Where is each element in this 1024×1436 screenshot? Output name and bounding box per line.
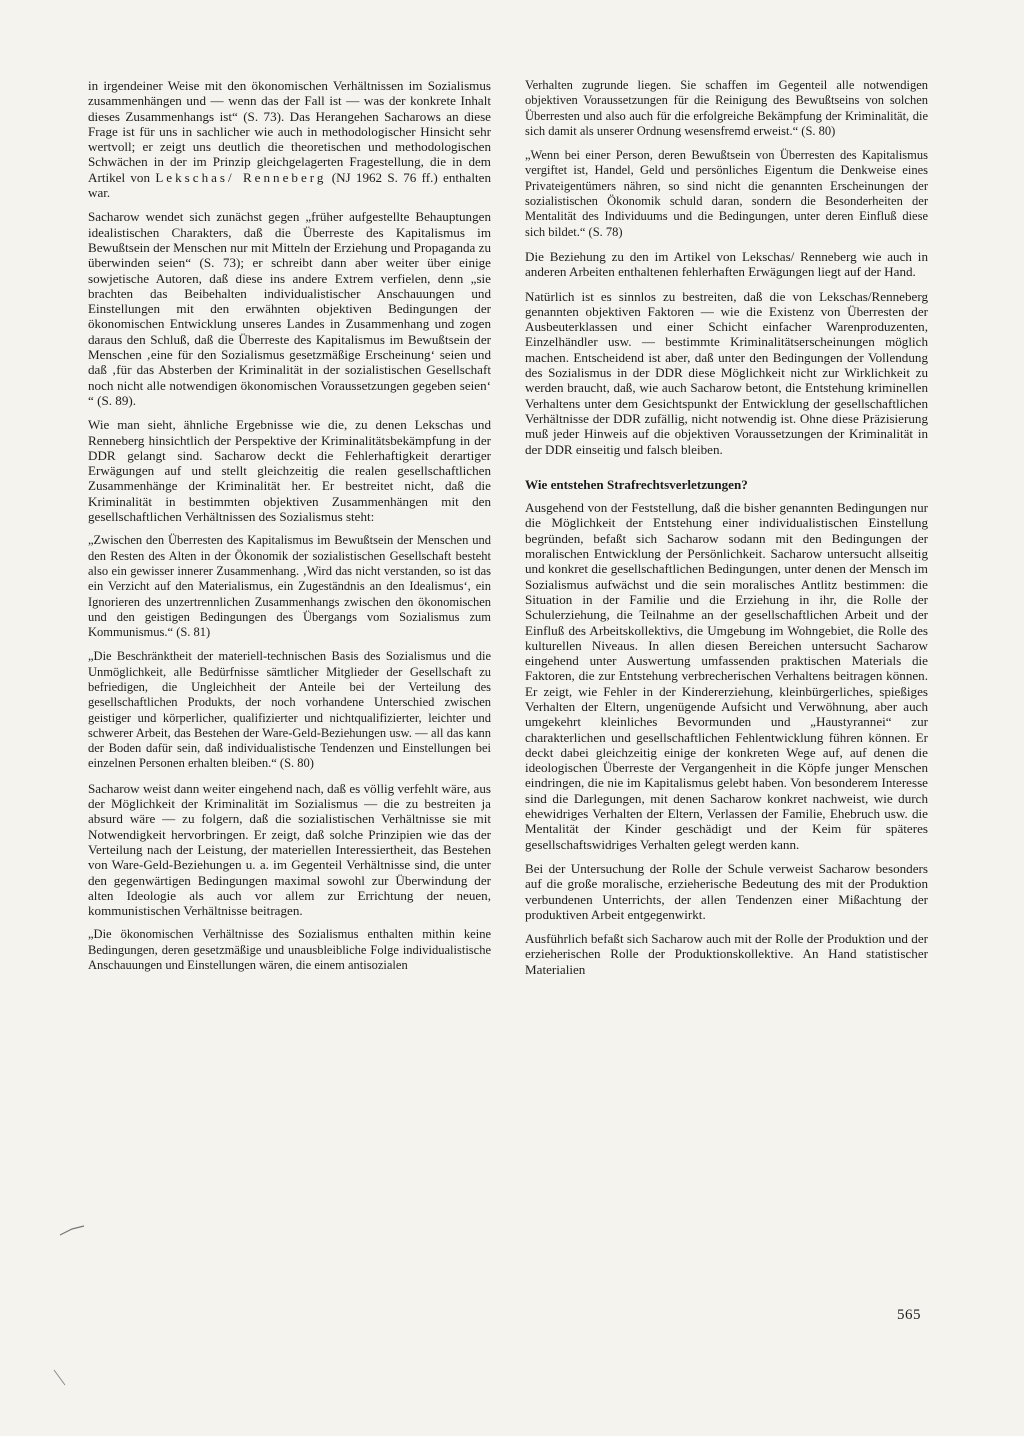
paragraph: Natürlich ist es sinnlos zu bestreiten, daß die von Lekschas/Renneberg genannten objektiven Faktoren — wie die Existenz von Überresten der Ausbeuterklassen und einer Schicht einfacher Warenproduzenten, Einzelhändler usw. — bestimmte Kriminalitätserscheinungen möglich machen. Entscheidend ist aber, daß unter den Bedingungen der Vollendung des Sozialismus in der DDR diese Möglichkeit nicht zur Wirklichkeit zu werden braucht, daß, wie auch Sacharow betont, die Entstehung kriminellen Verhaltens unter dem Gesichtspunkt der Entwicklung der gesellschaftlichen Verhältnisse der DDR zufällig, nicht notwendig ist. Ohne diese Präzisierung muß jeder Hinweis auf die objektiven Voraussetzungen der Kriminalität in der DDR einseitig und falsch bleiben. (525, 288, 928, 457)
paragraph (88, 78, 491, 200)
paragraph-text: in irgendeiner Weise mit den ökonomischen Verhältnissen im Sozialismus zusammenhängen und — wenn das der Fall ist — was der konkrete Inhalt dieses Zusammenhangs ist“ (S. 73). Das Herangehen Sacharows an diese Frage ist für uns in sachlicher wie auch in methodologischer Hinsicht sehr wertvoll; er zeigt uns deutlich die theoretischen und methodologischen Schwächen in der im Prinzip gleichgelagerten Fragestellung, die in dem Artikel von (88, 78, 491, 185)
page-number: 565 (897, 1307, 921, 1323)
block-quote-continued: Verhalten zugrunde liegen. Sie schaffen im Gegenteil alle notwendigen objektiven Voraussetzungen für die Reinigung des Bewußtseins von solchen Überresten und also auch für die erfolgreiche Bekämpfung der Kriminalität, die sich damit als unserer Ordnung wesensfremd erweist.“ (S. 80) (525, 78, 928, 138)
paragraph: Wie man sieht, ähnliche Ergebnisse wie die, zu denen Lekschas und Renneberg hinsichtlich der Perspektive der Kriminalitätsbekämpfung in der DDR gelangt sind. Sacharow deckt die Fehlerhaftigkeit derartiger Erwägungen auf und stellt gleichzeitig die realen gesellschaftlichen Zusammenhänge der Kriminalität her. Er bestreitet nicht, daß die Kriminalität in bestimmten objektiven Zusammenhängen mit den gesellschaftlichen Verhältnissen des Sozialismus steht: (88, 417, 491, 525)
block-quote: „Zwischen den Überresten des Kapitalismus im Bewußtsein der Menschen und den Resten des Alten in der Ökonomik der sozialistischen Gesellschaft besteht also ein gewisser innerer Zusammenhang. ‚Wird das nicht verstanden, so ist das ein Verzicht auf den Materialismus, ein Zugeständnis an den Idealismus‘, ein Ignorieren des unzertrennlichen Zusammenhangs zwischen den ökonomischen und den geistigen Bedingungen des Übergangs vom Sozialismus zum Kommunismus.“ (S. 81) (88, 533, 491, 640)
paragraph: Die Beziehung zu den im Artikel von Lekschas/ Renneberg wie auch in anderen Arbeiten enthaltenen fehlerhaften Erwägungen liegt auf der Hand. (525, 248, 928, 280)
paragraph: Bei der Untersuchung der Rolle der Schule verweist Sacharow besonders auf die große moralische, erzieherische Bedeutung des mit der Produktion verbundenen Unterrichts, der allen Tendenzen einer Mißachtung der produktiven Arbeit entgegenwirkt. (525, 860, 928, 922)
block-quote: „Die Beschränktheit der materiell-technischen Basis des Sozialismus und die Unmöglichkeit, alle Bedürfnisse sämtlicher Mitglieder der Gesellschaft zu befriedigen, die Ungleichheit der Anteile bei der Verteilung des gesellschaftlichen Produkts, der noch vorhandene Unterschied zwischen geistiger und körperlicher, qualifizierter und nichtqualifizierter, leichter und schwerer Arbeit, das Bestehen der Ware-Geld-Beziehungen usw. — all das kann der Boden dafür sein, daß individualistische Tendenzen und Einstellungen bei einzelnen Personen erhalten bleiben.“ (S. 80) (88, 649, 491, 771)
left-column (88, 78, 491, 982)
margin-pencil-mark (58, 1222, 88, 1238)
paragraph-text: (NJ 1962 S. 76 ff.) enthalten war. (88, 169, 492, 201)
corner-scan-mark (52, 1368, 68, 1388)
right-column (525, 78, 928, 986)
block-quote: „Die ökonomischen Verhältnisse des Sozialismus enthalten mithin keine Bedingungen, deren gesetzmäßige und unausbleibliche Folge individualistische Anschauungen und Einstellungen wären, die einem antisozialen (88, 927, 491, 973)
paragraph: Sacharow wendet sich zunächst gegen „früher aufgestellte Behauptungen idealistischen Charakters, daß die Überreste des Kapitalismus im Bewußtsein der Menschen nur mit Mitteln der Erziehung und Propaganda zu überwinden seien“ (S. 73); er schreibt dann aber weiter über einige sowjetische Autoren, daß diese ins andere Extrem verfielen, denn „sie brachten das Beibehalten individualistischer Anschauungen und Einstellungen mit den erwähnten objektiven Bedingungen der ökonomischen Entwicklung unseres Landes in Zusammenhang und zogen daraus den Schluß, daß die Überreste des Kapitalismus im Bewußtsein der Menschen ‚eine für den Sozialismus gesetzmäßige Erscheinung‘ seien und daß ‚für das Absterben der Kriminalität in der sozialistischen Gesellschaft noch nicht alle notwendigen ökonomischen Voraussetzungen gegeben seien‘ “ (S. 89). (88, 209, 491, 408)
block-quote: „Wenn bei einer Person, deren Bewußtsein von Überresten des Kapitalismus vergiftet ist, Handel, Geld und persönliches Eigentum die Denkweise eines Privateigentümers nähren, so sind nicht die genannten Erscheinungen der sozialistischen Ökonomik schuld daran, sondern die Besonderheiten der Mentalität des Individuums und die Bedingungen, unter deren Einfluß diese sich bildet.“ (S. 78) (525, 148, 928, 239)
spaced-author-names: Lekschas/ Renneberg (155, 169, 327, 185)
section-heading: Wie entstehen Strafrechtsverletzungen? (525, 476, 748, 492)
paragraph: Sacharow weist dann weiter eingehend nach, daß es völlig verfehlt wäre, aus der Möglichkeit der Kriminalität im Sozialismus — die zu bestreiten ja absurd wäre — zu folgern, daß die sozialistischen Verhältnisse sie mit Notwendigkeit hervorbringen. Er zeigt, daß solche Prinzipien wie das der Verteilung nach der Leistung, der materiellen Interessiertheit, das Bestehen von Ware-Geld-Beziehungen u. a. im Gegenteil Verhältnisse sind, die unter den gegenwärtigen Bedingungen maximal sowohl zur Überwindung der alten Ideologie als auch vor allem zur Errichtung der neuen, kommunistischen Verhältnisse beitragen. (88, 780, 491, 919)
paragraph: Ausführlich befaßt sich Sacharow auch mit der Rolle der Produktion und der erzieherischen Rolle der Produktionskollektive. An Hand statistischer Materialien (525, 931, 928, 977)
paragraph: Ausgehend von der Feststellung, daß die bisher genannten Bedingungen nur die Möglichkeit der Entstehung einer individualistischen Einstellung begründen, befaßt sich Sacharow sodann mit den Bedingungen der moralischen Entwicklung der Persönlichkeit. Sacharow untersucht allseitig und konkret die gesellschaftlichen Bedingungen, unter denen der Mensch im Sozialismus aufwächst und die sein moralisches Antlitz bestimmen: die Situation in der Familie und die Erziehung in ihr, die Rolle der Schulerziehung, die Teilnahme an der gesellschaftlichen Arbeit und der Einfluß des Arbeitskollektivs, die Umgebung im Wohngebiet, die Rolle des kulturellen Niveaus. In allen diesen Bereichen untersucht Sacharow eingehend unter Auswertung umfassenden praktischen Materials die Faktoren, die zur Entstehung verbrecherischen Verhaltens beitragen können. Er zeigt, wie Fehler in der Kindererziehung, kleinbürgerliches, spießiges Verhalten der Eltern, ungenügende Aufsicht und Verwöhnung, aber auch umgekehrt kleinliches Bevormunden und „Haustyrannei“ zur charakterlichen und gesellschaftlichen Fehlentwicklung führen können. Er deckt dabei gleichzeitig einige der konkreten Wege auf, auf denen die ideologischen Überreste der Vergangenheit in die Köpfe junger Menschen eindringen, die nie im Kapitalismus gelebt haben. Von besonderem Interesse sind die Darlegungen, mit denen Sacharow konkret nachweist, wie durch ehewidriges Verhalten der Eltern, Verlassen der Familie, Ehebruch usw. die Mentalität der Kinder geschädigt und der Keim für späteres gesellschaftswidriges Verhalten gelegt werden kann. (525, 500, 928, 852)
